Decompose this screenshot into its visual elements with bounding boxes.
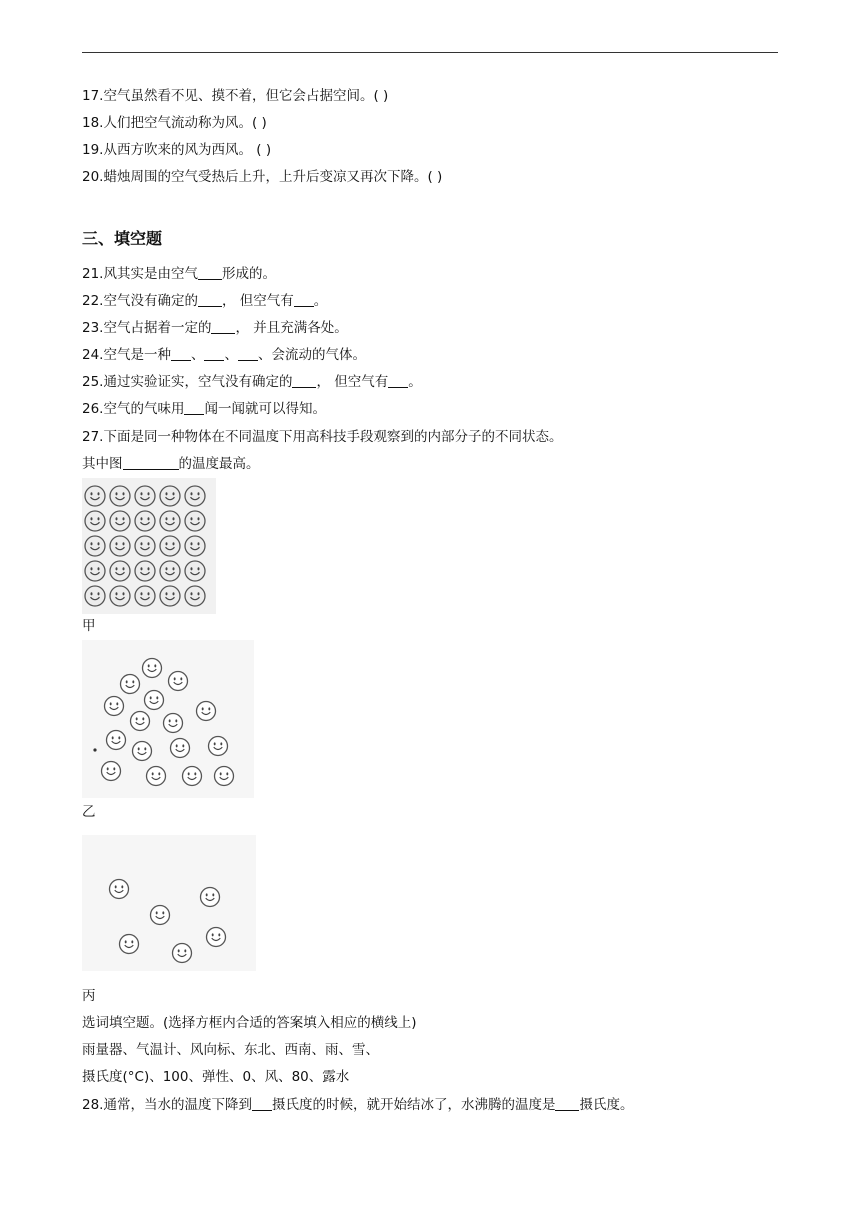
q24-text-b: 、 xyxy=(190,347,205,363)
smiley-molecule-icon xyxy=(107,731,126,750)
q22-text-c: 。 xyxy=(313,293,328,309)
figure-yi-image xyxy=(82,640,254,798)
smiley-molecule-icon xyxy=(201,888,220,907)
question-17: 17.空气虽然看不见、摸不着，但它会占据空间。( ) xyxy=(82,88,389,104)
smiley-molecule-icon xyxy=(135,511,155,531)
smiley-molecule-icon xyxy=(120,935,139,954)
q27-text-b: 的温度最高。 xyxy=(178,456,260,472)
smiley-molecule-icon xyxy=(183,767,202,786)
smiley-molecule-icon xyxy=(85,486,105,506)
figure-jia-image xyxy=(82,478,216,614)
question-28 xyxy=(82,1096,633,1114)
q28-text-a: 28.通常，当水的温度下降到 xyxy=(82,1097,252,1113)
smiley-molecule-icon xyxy=(85,536,105,556)
smiley-molecule-icon xyxy=(102,762,121,781)
answer-blank[interactable] xyxy=(211,319,235,334)
smiley-molecule-icon xyxy=(215,767,234,786)
question-19: 19.从西方吹来的风为西风。 ( ) xyxy=(82,142,272,158)
q26-text-a: 26.空气的气味用 xyxy=(82,401,185,417)
figure-bing xyxy=(82,835,256,971)
figure-bing-label: 丙 xyxy=(82,988,96,1004)
smiley-molecule-icon xyxy=(131,712,150,731)
smiley-molecule-icon xyxy=(135,486,155,506)
q24-text-d: 、会流动的气体。 xyxy=(257,347,366,363)
question-26 xyxy=(82,400,326,418)
smiley-molecule-icon xyxy=(110,536,130,556)
smiley-molecule-icon xyxy=(143,659,162,678)
question-21 xyxy=(82,265,276,283)
smiley-molecule-icon xyxy=(135,561,155,581)
answer-blank[interactable] xyxy=(388,373,408,388)
answer-blank[interactable] xyxy=(252,1096,272,1111)
smiley-molecule-icon xyxy=(160,511,180,531)
answer-blank[interactable] xyxy=(238,346,258,361)
smiley-molecule-icon xyxy=(185,536,205,556)
question-24 xyxy=(82,346,366,364)
smiley-molecule-icon xyxy=(133,742,152,761)
q22-text-b: ， 但空气有 xyxy=(221,293,294,309)
q22-text-a: 22.空气没有确定的 xyxy=(82,293,198,309)
answer-blank[interactable] xyxy=(198,265,222,280)
smiley-molecule-icon xyxy=(145,691,164,710)
header-rule xyxy=(82,52,778,53)
smiley-molecule-icon xyxy=(110,486,130,506)
smiley-molecule-icon xyxy=(160,486,180,506)
smiley-molecule-icon xyxy=(160,536,180,556)
q28-text-c: 摄氏度。 xyxy=(579,1097,634,1113)
answer-blank[interactable] xyxy=(292,373,316,388)
smiley-molecule-icon xyxy=(110,586,130,606)
smiley-molecule-icon xyxy=(169,672,188,691)
section-title: 三、填空题 xyxy=(82,229,163,248)
smiley-molecule-icon xyxy=(135,586,155,606)
question-27-prompt xyxy=(82,455,260,473)
smiley-molecule-icon xyxy=(85,511,105,531)
question-22 xyxy=(82,292,327,310)
q26-text-b: 闻一闻就可以得知。 xyxy=(204,401,326,417)
q27-text-a: 其中图 xyxy=(82,456,123,472)
q24-text-c: 、 xyxy=(224,347,238,363)
q25-text-c: 。 xyxy=(408,374,422,390)
q21-text-b: 形成的。 xyxy=(221,266,276,282)
smiley-molecule-icon xyxy=(185,561,205,581)
smiley-molecule-icon xyxy=(110,561,130,581)
question-23 xyxy=(82,319,348,337)
question-27: 27.下面是同一种物体在不同温度下用高科技手段观察到的内部分子的不同状态。 xyxy=(82,429,563,445)
smiley-molecule-icon xyxy=(105,697,124,716)
answer-blank[interactable] xyxy=(555,1096,579,1111)
smiley-molecule-icon xyxy=(121,675,140,694)
word-bank-line-2: 摄氏度(°C)、100、弹性、0、风、80、露水 xyxy=(82,1069,350,1085)
smiley-molecule-icon xyxy=(110,511,130,531)
smiley-molecule-icon xyxy=(160,586,180,606)
smiley-molecule-icon xyxy=(151,906,170,925)
q23-text-b: ， 并且充满各处。 xyxy=(235,320,348,336)
word-bank-line-1: 雨量器、气温计、风向标、东北、西南、雨、雪、 xyxy=(82,1042,379,1058)
question-20: 20.蜡烛周围的空气受热后上升，上升后变凉又再次下降。( ) xyxy=(82,169,443,185)
smiley-molecule-icon xyxy=(135,536,155,556)
q23-text-a: 23.空气占据着一定的 xyxy=(82,320,212,336)
smiley-molecule-icon xyxy=(171,739,190,758)
answer-blank[interactable] xyxy=(171,346,191,361)
q28-text-b: 摄氏度的时候，就开始结冰了，水沸腾的温度是 xyxy=(271,1097,556,1113)
smiley-molecule-icon xyxy=(209,737,228,756)
smiley-molecule-icon xyxy=(185,586,205,606)
smiley-molecule-icon xyxy=(85,561,105,581)
smiley-molecule-icon xyxy=(173,944,192,963)
answer-blank[interactable] xyxy=(123,455,179,470)
word-choice-instruction: 选词填空题。(选择方框内合适的答案填入相应的横线上) xyxy=(82,1015,417,1031)
answer-blank[interactable] xyxy=(184,400,204,415)
figure-jia-label: 甲 xyxy=(82,618,96,634)
figure-yi-label: 乙 xyxy=(82,804,96,820)
question-25 xyxy=(82,373,422,391)
smiley-molecule-icon xyxy=(185,511,205,531)
question-18: 18.人们把空气流动称为风。( ) xyxy=(82,115,267,131)
smiley-molecule-icon xyxy=(185,486,205,506)
smiley-molecule-icon xyxy=(160,561,180,581)
answer-blank[interactable] xyxy=(198,292,222,307)
smiley-molecule-icon xyxy=(147,767,166,786)
figure-bing-image xyxy=(82,835,256,971)
smiley-molecule-icon xyxy=(110,880,129,899)
q24-text-a: 24.空气是一种 xyxy=(82,347,171,363)
smiley-molecule-icon xyxy=(207,928,226,947)
q21-text-a: 21.风其实是由空气 xyxy=(82,266,198,282)
q25-text-a: 25.通过实验证实，空气没有确定的 xyxy=(82,374,293,390)
ink-dot xyxy=(93,748,96,751)
smiley-molecule-icon xyxy=(197,702,216,721)
smiley-molecule-icon xyxy=(85,586,105,606)
answer-blank[interactable] xyxy=(294,292,314,307)
smiley-molecule-icon xyxy=(164,714,183,733)
figure-jia xyxy=(82,478,216,614)
q25-text-b: ， 但空气有 xyxy=(316,374,389,390)
figure-yi xyxy=(82,640,254,798)
answer-blank[interactable] xyxy=(204,346,224,361)
